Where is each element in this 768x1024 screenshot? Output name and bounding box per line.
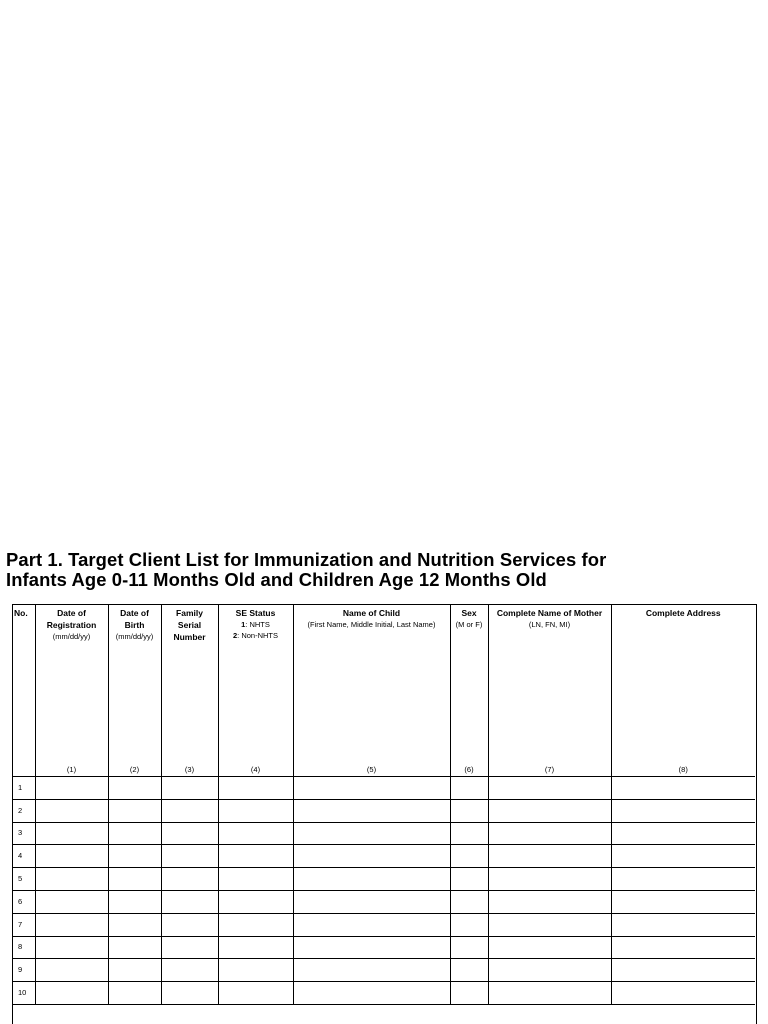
se-status-cell[interactable]: [218, 913, 293, 936]
family-serial-number-cell[interactable]: [161, 845, 218, 868]
mother-name-cell[interactable]: [488, 868, 611, 891]
column-number: (5): [366, 765, 377, 774]
se-status-cell[interactable]: [218, 959, 293, 982]
date-of-registration-cell[interactable]: [35, 890, 108, 913]
header-sex: Sex (M or F) (6): [450, 605, 488, 777]
header-complete-address: Complete Address (8): [611, 605, 755, 777]
address-cell[interactable]: [611, 868, 755, 891]
page-title: [6, 550, 768, 590]
column-number: (7): [544, 765, 555, 774]
family-serial-number-cell[interactable]: [161, 799, 218, 822]
date-of-registration-cell[interactable]: [35, 822, 108, 845]
header-date-of-registration: Date of Registration (mm/dd/yy) (1): [35, 605, 108, 777]
family-serial-number-cell[interactable]: [161, 913, 218, 936]
date-of-registration-cell[interactable]: [35, 845, 108, 868]
table-row: [13, 959, 755, 982]
date-of-birth-cell[interactable]: [108, 890, 161, 913]
address-cell[interactable]: [611, 982, 755, 1005]
row-number: 4: [13, 845, 35, 868]
sex-cell[interactable]: [450, 890, 488, 913]
address-cell[interactable]: [611, 959, 755, 982]
table-row: [13, 890, 755, 913]
name-of-child-cell[interactable]: [293, 777, 450, 800]
table-row: [13, 936, 755, 959]
family-serial-number-cell[interactable]: [161, 959, 218, 982]
column-number: (2): [129, 765, 140, 774]
date-of-registration-cell[interactable]: [35, 799, 108, 822]
family-serial-number-cell[interactable]: [161, 890, 218, 913]
header-row: [13, 605, 755, 777]
address-cell[interactable]: [611, 799, 755, 822]
date-of-birth-cell[interactable]: [108, 959, 161, 982]
date-of-birth-cell[interactable]: [108, 799, 161, 822]
family-serial-number-cell[interactable]: [161, 777, 218, 800]
address-cell[interactable]: [611, 777, 755, 800]
table-row: [13, 982, 755, 1005]
table-row: [13, 777, 755, 800]
header-family-serial-number: Family Serial Number (3): [161, 605, 218, 777]
se-status-cell[interactable]: [218, 936, 293, 959]
date-of-registration-cell[interactable]: [35, 777, 108, 800]
table-row: [13, 913, 755, 936]
sex-cell[interactable]: [450, 868, 488, 891]
se-status-cell[interactable]: [218, 845, 293, 868]
sex-cell[interactable]: [450, 959, 488, 982]
date-of-birth-cell[interactable]: [108, 936, 161, 959]
table-row: [13, 822, 755, 845]
sex-cell[interactable]: [450, 936, 488, 959]
address-cell[interactable]: [611, 913, 755, 936]
date-of-birth-cell[interactable]: [108, 777, 161, 800]
column-number: (8): [678, 765, 688, 774]
mother-name-cell[interactable]: [488, 959, 611, 982]
sex-cell[interactable]: [450, 982, 488, 1005]
mother-name-cell[interactable]: [488, 936, 611, 959]
name-of-child-cell[interactable]: [293, 959, 450, 982]
header-no: No.: [13, 605, 35, 777]
name-of-child-cell[interactable]: [293, 913, 450, 936]
row-number: 3: [13, 822, 35, 845]
row-number: 8: [13, 936, 35, 959]
date-of-registration-cell[interactable]: [35, 913, 108, 936]
header-se-status: SE Status 1: NHTS 2: Non-NHTS (4): [218, 605, 293, 777]
family-serial-number-cell[interactable]: [161, 822, 218, 845]
se-status-cell[interactable]: [218, 822, 293, 845]
name-of-child-cell[interactable]: [293, 845, 450, 868]
address-cell[interactable]: [611, 845, 755, 868]
mother-name-cell[interactable]: [488, 890, 611, 913]
sex-cell[interactable]: [450, 822, 488, 845]
row-number: 7: [13, 913, 35, 936]
date-of-birth-cell[interactable]: [108, 845, 161, 868]
se-status-cell[interactable]: [218, 799, 293, 822]
date-of-birth-cell[interactable]: [108, 868, 161, 891]
client-table: [13, 605, 755, 1005]
row-number: 6: [13, 890, 35, 913]
family-serial-number-cell[interactable]: [161, 868, 218, 891]
column-number: (4): [250, 765, 261, 774]
address-cell[interactable]: [611, 890, 755, 913]
mother-name-cell[interactable]: [488, 822, 611, 845]
se-status-cell[interactable]: [218, 982, 293, 1005]
header-complete-name-of-mother: Complete Name of Mother (LN, FN, MI) (7): [488, 605, 611, 777]
se-status-cell[interactable]: [218, 868, 293, 891]
se-status-cell[interactable]: [218, 777, 293, 800]
row-number: 10: [13, 982, 35, 1005]
header-date-of-birth: Date of Birth (mm/dd/yy) (2): [108, 605, 161, 777]
address-cell[interactable]: [611, 936, 755, 959]
date-of-registration-cell[interactable]: [35, 982, 108, 1005]
header-name-of-child: Name of Child (First Name, Middle Initial, Last Name) (5): [293, 605, 450, 777]
row-number: 2: [13, 799, 35, 822]
name-of-child-cell[interactable]: [293, 868, 450, 891]
row-number: 9: [13, 959, 35, 982]
column-number: (6): [464, 765, 474, 774]
date-of-registration-cell[interactable]: [35, 959, 108, 982]
family-serial-number-cell[interactable]: [161, 982, 218, 1005]
date-of-birth-cell[interactable]: [108, 913, 161, 936]
mother-name-cell[interactable]: [488, 777, 611, 800]
row-number: 1: [13, 777, 35, 800]
se-status-cell[interactable]: [218, 890, 293, 913]
name-of-child-cell[interactable]: [293, 799, 450, 822]
table-row: [13, 868, 755, 891]
mother-name-cell[interactable]: [488, 982, 611, 1005]
sex-cell[interactable]: [450, 845, 488, 868]
name-of-child-cell[interactable]: [293, 982, 450, 1005]
address-cell[interactable]: [611, 822, 755, 845]
mother-name-cell[interactable]: [488, 913, 611, 936]
target-client-list-table: [12, 604, 757, 1024]
sex-cell[interactable]: [450, 799, 488, 822]
mother-name-cell[interactable]: [488, 845, 611, 868]
date-of-registration-cell[interactable]: [35, 868, 108, 891]
table-body: [13, 777, 755, 1005]
date-of-birth-cell[interactable]: [108, 822, 161, 845]
column-number: (1): [66, 765, 77, 774]
date-of-registration-cell[interactable]: [35, 936, 108, 959]
family-serial-number-cell[interactable]: [161, 936, 218, 959]
sex-cell[interactable]: [450, 913, 488, 936]
name-of-child-cell[interactable]: [293, 936, 450, 959]
name-of-child-cell[interactable]: [293, 890, 450, 913]
title-line-2: Infants Age 0-11 Months Old and Children Age 12 Months Old: [6, 569, 547, 590]
date-of-birth-cell[interactable]: [108, 982, 161, 1005]
sex-cell[interactable]: [450, 777, 488, 800]
column-number: (3): [184, 765, 195, 774]
title-line-1: Part 1. Target Client List for Immunization and Nutrition Services for: [6, 549, 607, 570]
name-of-child-cell[interactable]: [293, 822, 450, 845]
table-row: [13, 845, 755, 868]
table-row: [13, 799, 755, 822]
row-number: 5: [13, 868, 35, 891]
mother-name-cell[interactable]: [488, 799, 611, 822]
